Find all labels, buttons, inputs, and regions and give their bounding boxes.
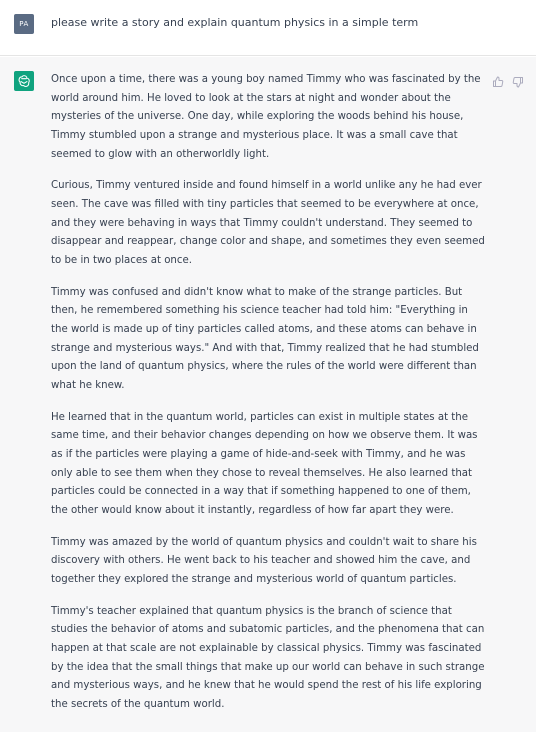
thumbs-up-icon[interactable] bbox=[492, 73, 504, 85]
response-paragraph: Timmy's teacher explained that quantum physics is the branch of science that studies the behavior of atoms and subatomic particles, and the phenomena that can happen at that scale are not explainable by classical physics. Timmy was fascinated by the idea that the small things that make up our world can behave in such strange and mysterious ways, and he knew that he would spend the rest of his life exploring the secrets of the quantum world. bbox=[51, 605, 485, 711]
assistant-response bbox=[51, 71, 487, 728]
user-prompt-text: please write a story and explain quantum physics in a simple term bbox=[51, 16, 419, 29]
thumbs-down-icon[interactable] bbox=[512, 73, 524, 85]
response-paragraph: Once upon a time, there was a young boy named Timmy who was fascinated by the world around him. He loved to look at the stars at night and wonder about the mysteries of the universe. One day, while exploring the woods behind his house, Timmy stumbled upon a strange and mysterious place. It was a small cave that seemed to glow with an otherworldly light. bbox=[51, 74, 481, 160]
user-message bbox=[0, 0, 536, 56]
response-paragraph: He learned that in the quantum world, particles can exist in multiple states at the same time, and their behavior changes depending on how we observe them. It was as if the particles were playing a game of hide-and-seek with Timmy, and he was only able to see them when they chose to reveal themselves. He also learned that particles could be connected in a way that if something happened to one of them, the other would know about it instantly, regardless of how far apart they were. bbox=[51, 411, 478, 517]
feedback-controls bbox=[492, 73, 524, 85]
response-paragraph: Timmy was confused and didn't know what to make of the strange particles. But then, he remembered something his science teacher had told him: "Everything in the world is made up of tiny particles called atoms, and these atoms can behave in strange and mysterious ways." And with that, Timmy realized that he had stumbled upon the land of quantum physics, where the rules of the world were different than what he knew. bbox=[51, 286, 479, 392]
assistant-message bbox=[0, 57, 536, 732]
openai-logo-icon bbox=[14, 71, 34, 91]
user-avatar: PA bbox=[14, 14, 34, 34]
response-paragraph: Curious, Timmy ventured inside and found himself in a world unlike any he had ever seen. The cave was filled with tiny particles that seemed to be everywhere at once, and they were behaving in ways that Timmy couldn't understand. They seemed to disappear and reappear, change color and shape, and sometimes they even seemed to be in two places at once. bbox=[51, 180, 485, 267]
response-paragraph: Timmy was amazed by the world of quantum physics and couldn't wait to share his discovery with others. He went back to his teacher and showed him the cave, and together they explored the strange and mysterious world of quantum particles. bbox=[51, 536, 477, 586]
